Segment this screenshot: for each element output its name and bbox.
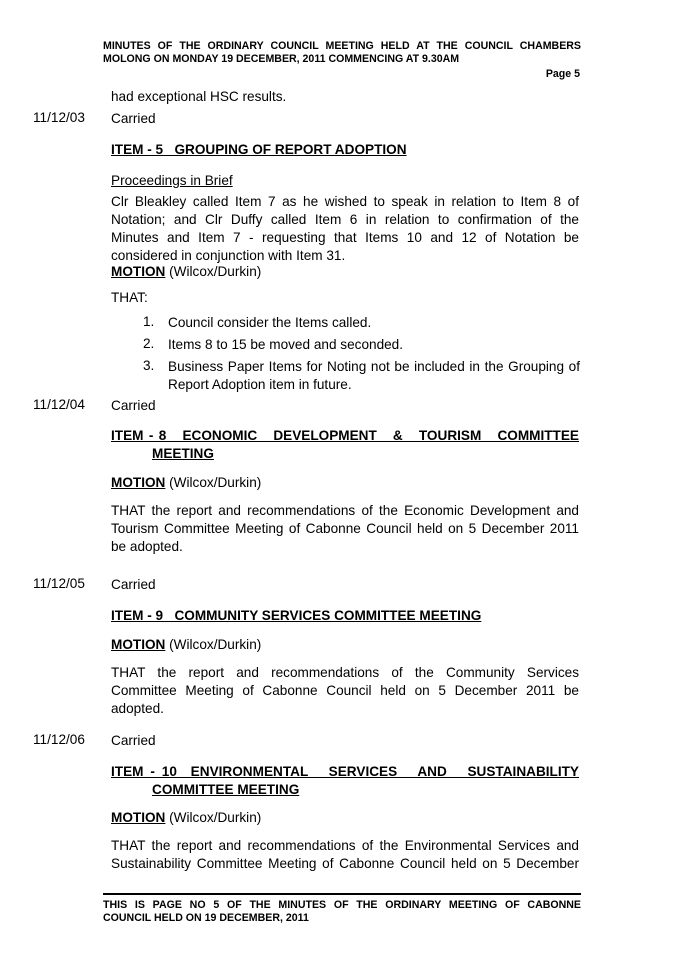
item-5-heading: ITEM - 5 GROUPING OF REPORT ADOPTION: [111, 142, 407, 157]
heading-line: [111, 781, 579, 799]
heading-line: ITEM - 8 ECONOMIC DEVELOPMENT & TOURISM COMMITTEE: [111, 428, 579, 443]
item-9-motion: [111, 636, 579, 654]
list-item: Council consider the Items called.: [168, 315, 372, 330]
document-header: [103, 40, 581, 66]
paragraph-line: Notation; and Clr Duffy called Item 6 in relation to confirmation of the: [111, 212, 579, 227]
paragraph-line: Tourism Committee Meeting of Cabonne Council held on 5 December 2011: [111, 521, 579, 536]
carried-text: Carried: [111, 111, 156, 126]
header-line-1: MINUTES OF THE ORDINARY COUNCIL MEETING HELD AT THE COUNCIL CHAMBERS: [103, 40, 581, 52]
paragraph-line: be adopted.: [111, 539, 183, 554]
list-item-line: Report Adoption item in future.: [168, 377, 352, 392]
item-10-heading: [111, 763, 579, 799]
list-number: 1.: [143, 314, 155, 329]
item-10-motion: [111, 809, 579, 827]
paragraph-line: THAT the report and recommendations of the Environmental Services and: [111, 838, 579, 853]
list-item: Items 8 to 15 be moved and seconded.: [168, 337, 404, 352]
paragraph-line: considered in conjunction with Item 31.: [111, 248, 346, 263]
item-5-motion: [111, 263, 579, 281]
resolution-number: 11/12/04: [33, 397, 85, 412]
motion-label: MOTION: [111, 810, 166, 825]
motion-mover: (Wilcox/Durkin): [165, 475, 262, 490]
resolution-number: 11/12/06: [33, 732, 85, 747]
item-5-paragraph: [111, 193, 579, 265]
footer-divider: [103, 893, 581, 895]
carried-text: Carried: [111, 733, 156, 748]
resolution-number: 11/12/05: [33, 576, 85, 591]
heading-continuation: MEETING: [152, 446, 214, 461]
footer-line-2: COUNCIL HELD ON 19 DECEMBER, 2011: [103, 912, 309, 924]
paragraph-line: Sustainability Committee Meeting of Cabonne Council held on 5 December: [111, 856, 579, 871]
list-number: 3.: [143, 358, 155, 373]
paragraph-line: Minutes and Item 7 - requesting that Items 10 and 12 of Notation be: [111, 230, 579, 245]
page-number: Page 5: [545, 68, 580, 80]
paragraph-line: THAT the report and recommendations of the Community Services: [111, 665, 579, 680]
heading-line: [111, 445, 579, 463]
motion-mover: (Wilcox/Durkin): [165, 810, 262, 825]
header-line-2: MOLONG ON MONDAY 19 DECEMBER, 2011 COMMENCING AT 9.30AM: [103, 53, 460, 65]
item-9-paragraph: [111, 664, 579, 718]
that-label: THAT:: [111, 290, 148, 305]
paragraph-line: THAT the report and recommendations of the Economic Development and: [111, 503, 579, 518]
paragraph-line: adopted.: [111, 701, 164, 716]
motion-label: MOTION: [111, 264, 166, 279]
item-10-paragraph: [111, 837, 579, 873]
footer-line-1: THIS IS PAGE NO 5 OF THE MINUTES OF THE ORDINARY MEETING OF CABONNE: [103, 899, 581, 911]
paragraph-line: Clr Bleakley called Item 7 as he wished to speak in relation to Item 8 of: [111, 194, 579, 209]
list-item-line: Business Paper Items for Noting not be included in the Grouping of: [168, 359, 580, 374]
proceedings-subheading: Proceedings in Brief: [111, 173, 233, 188]
document-footer: [103, 899, 581, 925]
heading-line: ITEM - 10 ENVIRONMENTAL SERVICES AND SUSTAINABILITY: [111, 764, 579, 779]
item-8-motion: [111, 474, 579, 492]
item-8-heading: [111, 427, 579, 463]
motion-mover: (Wilcox/Durkin): [165, 637, 262, 652]
heading-continuation: COMMITTEE MEETING: [152, 782, 300, 797]
intro-text: had exceptional HSC results.: [111, 89, 287, 104]
resolution-number: 11/12/03: [33, 110, 85, 125]
list-number: 2.: [143, 336, 155, 351]
motion-label: MOTION: [111, 475, 166, 490]
carried-text: Carried: [111, 398, 156, 413]
list-item: [168, 358, 580, 394]
motion-label: MOTION: [111, 637, 166, 652]
item-9-heading: ITEM - 9 COMMUNITY SERVICES COMMITTEE MEETING: [111, 608, 482, 623]
item-8-paragraph: [111, 502, 579, 556]
paragraph-line: Committee Meeting of Cabonne Council held on 5 December 2011 be: [111, 683, 579, 698]
carried-text: Carried: [111, 577, 156, 592]
motion-mover: (Wilcox/Durkin): [165, 264, 262, 279]
